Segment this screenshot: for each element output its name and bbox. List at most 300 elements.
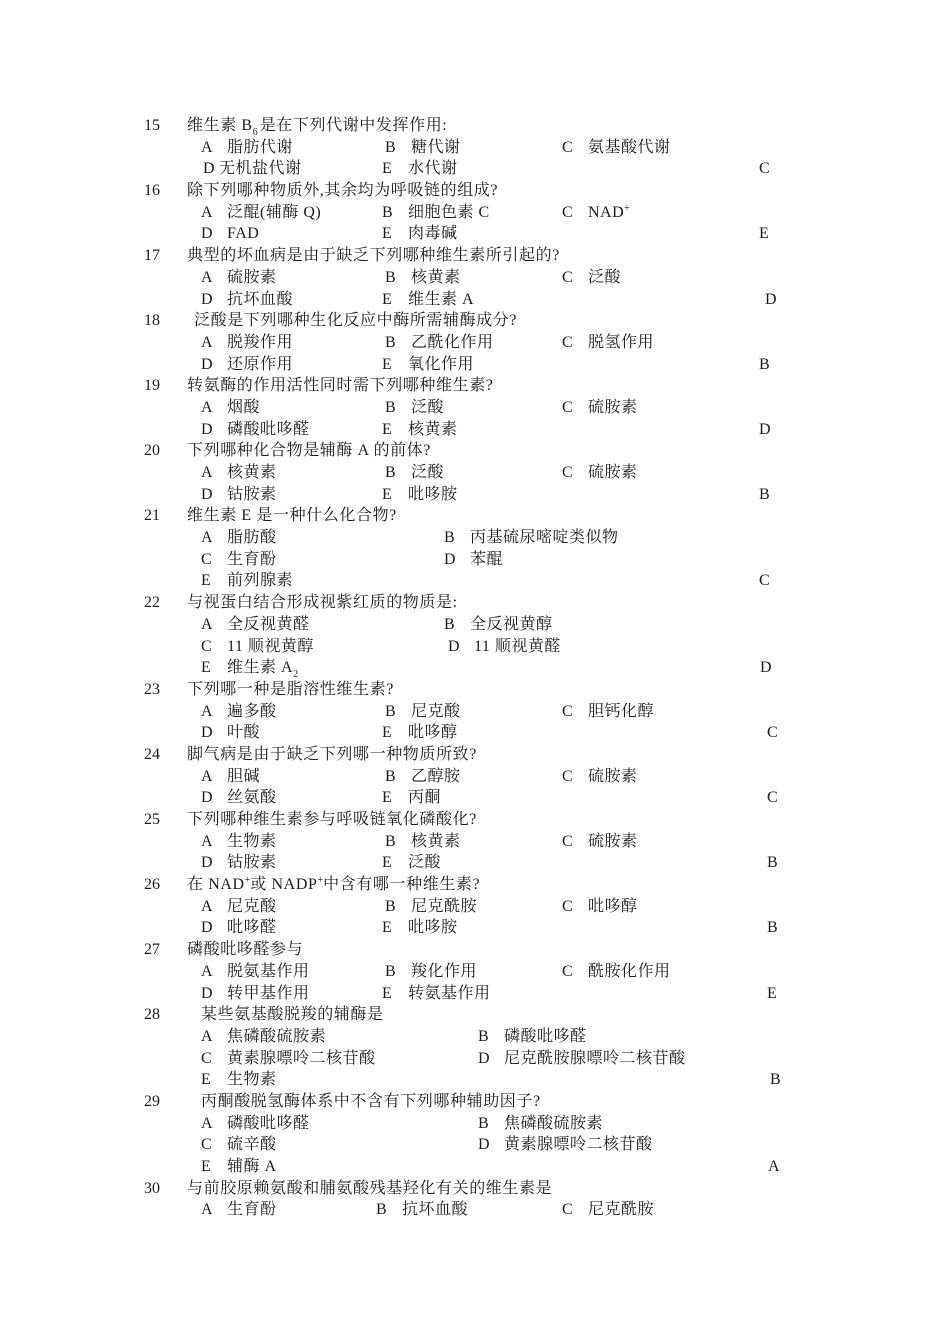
option-b [478, 1026, 587, 1048]
question-stem: 脚气病是由于缺乏下列哪一种物质所致? [187, 745, 477, 763]
option-d [201, 484, 277, 506]
question-26-options-row [0, 917, 950, 939]
question-number: 25 [144, 811, 160, 828]
option-label: E [382, 854, 392, 872]
option-d [201, 983, 310, 1005]
option-label: B [385, 702, 396, 720]
option-text: 黄素腺嘌呤二核苷酸 [504, 1136, 653, 1154]
question-16-row [0, 180, 950, 202]
option-label: B [385, 832, 396, 850]
option-label: C [562, 398, 573, 416]
option-label: A [201, 529, 213, 547]
question-number: 28 [144, 1006, 160, 1024]
option-text: 胆碱 [227, 767, 261, 785]
question-20-options-row [0, 462, 950, 484]
option-b [385, 766, 461, 788]
question-stem: 下列哪种化合物是辅酶 A 的前体? [187, 442, 431, 460]
question-stem: 丙酮酸脱氢酶体系中不含有下列哪种辅助因子? [201, 1092, 541, 1110]
option-label: B [385, 268, 396, 286]
stem-text: 中含有哪一种维生素? [323, 876, 481, 894]
question-stem: 维生素 E 是一种什么化合物? [187, 507, 397, 525]
option-text: 维生素 A [227, 659, 294, 677]
answer-key: D [760, 659, 772, 677]
stem-subscript: 6 [252, 127, 258, 138]
question-stem: 某些氨基酸脱羧的辅酶是 [201, 1006, 384, 1024]
option-text: 氨基酸代谢 [588, 138, 671, 156]
stem-text: 或 NADP [250, 876, 318, 894]
question-30-options-row [0, 1199, 950, 1221]
option-label: B [376, 1201, 387, 1219]
option-text: 生物素 [227, 1071, 277, 1089]
option-text: 抗坏血酸 [227, 290, 294, 308]
answer-key: D [765, 290, 777, 308]
question-28-row [0, 1004, 950, 1026]
option-a [201, 896, 277, 918]
option-text: 泛酸 [588, 268, 622, 286]
question-number: 19 [144, 377, 160, 395]
question-23-options-row [0, 701, 950, 723]
option-label: A [201, 832, 213, 850]
option-text: 焦磷酸硫胺素 [227, 1027, 327, 1045]
option-label: B [444, 615, 455, 633]
option-b [376, 1199, 468, 1221]
question-number: 15 [144, 117, 160, 134]
question-30-row [0, 1178, 950, 1200]
option-e [382, 852, 441, 874]
option-e [201, 1156, 277, 1178]
option-text: 酰胺化作用 [588, 962, 671, 980]
option-e [382, 787, 441, 809]
option-label: D [201, 919, 213, 937]
option-b [382, 202, 490, 224]
option-text: 遍多酸 [227, 702, 277, 720]
option-label: A [201, 398, 213, 416]
answer-key: B [759, 485, 770, 503]
option-text: 脱氨基作用 [227, 962, 310, 980]
option-text: 生育酚 [227, 550, 277, 568]
stem-superscript: + [317, 875, 324, 887]
option-d [203, 158, 302, 180]
option-text: 核黄素 [408, 420, 458, 438]
option-text: 吡哆胺 [408, 919, 458, 937]
question-22-row [0, 592, 950, 614]
option-a [201, 267, 277, 289]
option-label: C [562, 832, 573, 850]
option-a [201, 462, 277, 484]
question-number: 22 [144, 594, 160, 612]
option-text: 生物素 [227, 832, 277, 850]
option-label: E [201, 1071, 211, 1089]
option-text: 还原作用 [227, 355, 294, 373]
option-label: E [382, 420, 392, 438]
option-label: C [562, 203, 573, 221]
option-label: B [382, 203, 393, 221]
option-label: D [448, 637, 460, 655]
option-text: 前列腺素 [227, 572, 294, 590]
question-24-row [0, 744, 950, 766]
stem-superscript: + [244, 875, 251, 887]
option-label: A [201, 138, 213, 156]
option-a [201, 397, 260, 419]
option-text: 吡哆胺 [408, 485, 458, 503]
option-text: 转氨基作用 [408, 984, 491, 1002]
option-b [444, 527, 619, 549]
question-15-row [0, 115, 950, 137]
option-d [201, 722, 260, 744]
option-c [562, 831, 638, 853]
answer-key: C [767, 724, 778, 742]
option-a [201, 202, 321, 224]
option-c [562, 1199, 654, 1221]
question-stem [187, 115, 447, 137]
option-text: 胆钙化醇 [588, 702, 655, 720]
option-text: 生育酚 [227, 1201, 277, 1219]
question-19-options-row [0, 419, 950, 441]
option-label: D [201, 789, 213, 807]
question-27-options-row [0, 983, 950, 1005]
option-label: C [562, 1201, 573, 1219]
option-label: C [562, 333, 573, 351]
option-text: 硫辛酸 [227, 1136, 277, 1154]
option-text: 核黄素 [227, 464, 277, 481]
option-label: D [201, 355, 213, 373]
option-label: D [478, 1049, 490, 1067]
question-26-options-row [0, 896, 950, 918]
answer-key: B [759, 355, 770, 373]
question-28-options-row [0, 1048, 950, 1070]
option-label: C [562, 464, 573, 481]
option-e [382, 983, 491, 1005]
option-text: 无机盐代谢 [219, 160, 302, 178]
option-text: 氧化作用 [408, 355, 475, 373]
option-text: 吡哆醛 [227, 919, 277, 937]
option-text: 转甲基作用 [227, 984, 310, 1002]
option-b [385, 831, 461, 853]
option-text: 硫胺素 [588, 464, 638, 481]
option-text: 黄素腺嘌呤二核苷酸 [227, 1049, 376, 1067]
question-20-options-row [0, 484, 950, 506]
question-21-row [0, 505, 950, 527]
question-number: 21 [144, 507, 160, 525]
option-d [201, 852, 277, 874]
option-b [385, 896, 477, 918]
option-a [201, 701, 277, 723]
option-c [201, 1134, 277, 1156]
option-label: C [201, 637, 212, 655]
option-b [444, 614, 553, 636]
option-c [201, 549, 277, 571]
option-label: E [382, 984, 392, 1002]
answer-key: B [767, 919, 778, 937]
option-text: 维生素 A [408, 290, 475, 308]
option-c [562, 267, 621, 289]
question-28-options-row [0, 1026, 950, 1048]
option-text: 脱氢作用 [588, 333, 655, 351]
option-label: B [385, 138, 396, 156]
option-c [562, 766, 638, 788]
option-label: B [385, 398, 396, 416]
option-text: 吡哆醇 [408, 724, 458, 742]
option-e [382, 484, 458, 506]
answer-key: C [767, 789, 778, 807]
question-stem: 泛酸是下列哪种生化反应中酶所需辅酶成分? [194, 312, 518, 330]
option-b [385, 332, 494, 354]
option-text: 11 顺视黄醇 [227, 637, 314, 655]
option-c [562, 701, 654, 723]
option-label: B [385, 333, 396, 351]
option-label: B [385, 962, 396, 980]
option-label: C [562, 897, 573, 915]
option-label: E [382, 355, 392, 373]
stem-text: 在 NAD [187, 876, 245, 894]
option-b [478, 1113, 603, 1135]
option-label: E [382, 724, 392, 742]
option-label: C [562, 268, 573, 286]
option-label: B [478, 1027, 489, 1045]
question-21-options-row [0, 549, 950, 571]
question-number: 30 [144, 1179, 160, 1197]
option-d [201, 787, 277, 809]
option-text: 尼克酰胺 [411, 897, 478, 915]
question-17-options-row [0, 289, 950, 311]
option-label: A [201, 1027, 213, 1045]
option-text: 烟酸 [227, 398, 261, 416]
option-text: 焦磷酸硫胺素 [504, 1114, 604, 1132]
document-page [0, 115, 950, 1221]
question-number: 18 [144, 312, 160, 330]
option-text: 硫胺素 [588, 398, 638, 416]
option-text: 钴胺素 [227, 485, 277, 503]
question-stem: 除下列哪种物质外,其余均为呼吸链的组成? [187, 182, 499, 200]
option-text: 全反视黄醇 [470, 615, 553, 633]
option-c [562, 397, 638, 419]
stem-text: 是在下列代谢中发挥作用: [259, 117, 448, 134]
option-b [385, 397, 444, 419]
option-text: 泛酸 [408, 854, 442, 872]
answer-key: E [767, 984, 777, 1002]
option-e [382, 917, 458, 939]
option-text: 磷酸吡哆醛 [504, 1027, 587, 1045]
option-label: A [201, 1201, 213, 1219]
option-text: 乙醇胺 [411, 767, 461, 785]
option-d [201, 354, 293, 376]
option-d [478, 1048, 686, 1070]
option-label: E [201, 1158, 211, 1175]
option-label: E [382, 789, 392, 807]
option-label: A [201, 615, 213, 633]
option-c [562, 202, 630, 224]
option-label: A [201, 203, 213, 221]
question-27-row [0, 939, 950, 961]
answer-key: B [770, 1071, 781, 1089]
option-e [201, 1069, 277, 1091]
question-19-options-row [0, 397, 950, 419]
option-label: C [562, 138, 573, 156]
option-d [201, 419, 310, 441]
question-17-options-row [0, 267, 950, 289]
option-label: D [201, 420, 213, 438]
answer-key: B [767, 854, 778, 872]
option-c [201, 636, 314, 658]
option-text: 抗坏血酸 [402, 1201, 469, 1219]
question-stem: 转氨酶的作用活性同时需下列哪种维生素? [187, 377, 494, 395]
option-label: A [201, 333, 213, 351]
option-label: D [201, 485, 213, 503]
question-18-row [0, 310, 950, 332]
option-d [478, 1134, 653, 1156]
option-text: 羧化作用 [411, 962, 478, 980]
option-text: 脱羧作用 [227, 333, 294, 351]
option-label: D [478, 1136, 490, 1154]
option-label: D [201, 854, 213, 872]
option-superscript: + [624, 202, 630, 214]
question-22-options-row [0, 636, 950, 658]
question-stem: 下列哪一种是脂溶性维生素? [187, 680, 394, 698]
option-c [562, 332, 654, 354]
option-text: 全反视黄醛 [227, 615, 310, 633]
option-text: 脂肪代谢 [227, 138, 294, 156]
option-e [382, 419, 458, 441]
option-text: 水代谢 [408, 160, 458, 178]
option-label: E [382, 485, 392, 503]
option-c [201, 1048, 376, 1070]
option-d [201, 917, 277, 939]
option-text: FAD [227, 225, 260, 243]
question-number: 27 [144, 941, 160, 959]
option-label: B [385, 464, 396, 481]
option-text: 辅酶 A [227, 1158, 277, 1175]
question-23-row [0, 679, 950, 701]
option-label: D [201, 724, 213, 742]
option-label: B [385, 767, 396, 785]
option-text: 丝氨酸 [227, 789, 277, 807]
option-a [201, 1026, 326, 1048]
question-number: 17 [144, 247, 160, 265]
question-number: 24 [144, 745, 160, 763]
option-text: 苯醌 [470, 550, 504, 568]
option-text: 肉毒碱 [408, 225, 458, 243]
question-27-options-row [0, 961, 950, 983]
option-a [201, 1113, 310, 1135]
question-21-options-row [0, 527, 950, 549]
option-text: 泛酸 [411, 464, 445, 481]
option-label: E [201, 659, 211, 677]
option-d [448, 636, 561, 658]
question-stem: 下列哪种维生素参与呼吸链氧化磷酸化? [187, 811, 477, 828]
question-18-options-row [0, 332, 950, 354]
option-label: C [201, 550, 212, 568]
option-text: 尼克酰胺腺嘌呤二核苷酸 [504, 1049, 686, 1067]
option-text: 脂肪酸 [227, 529, 277, 547]
question-17-row [0, 245, 950, 267]
question-stem: 与前胶原赖氨酸和脯氨酸残基羟化有关的维生素是 [187, 1179, 553, 1197]
option-text: 尼克酰胺 [588, 1201, 655, 1219]
option-label: A [201, 962, 213, 980]
option-label: B [444, 529, 455, 547]
option-c [562, 961, 671, 983]
option-label: D [201, 225, 213, 243]
option-text: 硫胺素 [588, 832, 638, 850]
option-b [385, 701, 461, 723]
question-number: 16 [144, 182, 160, 200]
question-16-options-row [0, 202, 950, 224]
question-25-options-row [0, 831, 950, 853]
option-text: 泛醌(辅酶 Q) [227, 203, 322, 221]
stem-text: 维生素 B [187, 117, 253, 134]
question-stem: 磷酸吡哆醛参与 [187, 941, 304, 959]
option-e [382, 722, 458, 744]
option-d [201, 289, 293, 311]
question-15-options-row [0, 137, 950, 159]
option-label: C [201, 1049, 212, 1067]
option-label: C [562, 962, 573, 980]
option-text: 糖代谢 [411, 138, 461, 156]
option-text: 丙基硫尿嘧啶类似物 [470, 529, 619, 547]
question-29-options-row [0, 1134, 950, 1156]
question-24-options-row [0, 766, 950, 788]
option-text: NAD [588, 203, 625, 221]
option-text: 吡哆醇 [588, 897, 638, 915]
question-15-options-row [0, 158, 950, 180]
option-d [444, 549, 503, 571]
option-label: D [201, 984, 213, 1002]
option-label: E [382, 919, 392, 937]
question-25-options-row [0, 852, 950, 874]
option-d [201, 223, 259, 245]
option-text: 乙酰化作用 [411, 333, 494, 351]
question-26-row [0, 874, 950, 896]
question-stem [187, 874, 480, 896]
option-label: A [201, 767, 213, 785]
option-a [201, 1199, 277, 1221]
option-text: 尼克酸 [411, 702, 461, 720]
question-number: 26 [144, 876, 160, 894]
option-label: E [382, 160, 392, 178]
question-24-options-row [0, 787, 950, 809]
answer-key: C [759, 160, 770, 178]
option-text: 核黄素 [411, 832, 461, 850]
option-e [382, 223, 458, 245]
option-label: D [203, 160, 215, 178]
option-label: A [201, 1114, 213, 1132]
option-text: 叶酸 [227, 724, 261, 742]
option-text: 硫胺素 [227, 268, 277, 286]
option-a [201, 831, 277, 853]
question-19-row [0, 375, 950, 397]
question-22-options-row [0, 614, 950, 636]
option-c [562, 462, 638, 484]
option-e [201, 570, 293, 592]
question-25-row [0, 809, 950, 831]
option-b [385, 267, 461, 289]
option-a [201, 766, 260, 788]
question-20-row [0, 440, 950, 462]
question-16-options-row [0, 223, 950, 245]
option-b [385, 137, 461, 159]
option-label: A [201, 464, 213, 481]
option-text: 尼克酸 [227, 897, 277, 915]
answer-key: C [759, 572, 770, 590]
option-text: 磷酸吡哆醛 [227, 420, 310, 438]
question-23-options-row [0, 722, 950, 744]
option-a [201, 614, 310, 636]
option-label: A [201, 268, 213, 286]
option-c [562, 896, 638, 918]
option-text: 钴胺素 [227, 854, 277, 872]
option-b [385, 462, 444, 484]
question-29-options-row [0, 1156, 950, 1178]
option-label: E [382, 225, 392, 243]
